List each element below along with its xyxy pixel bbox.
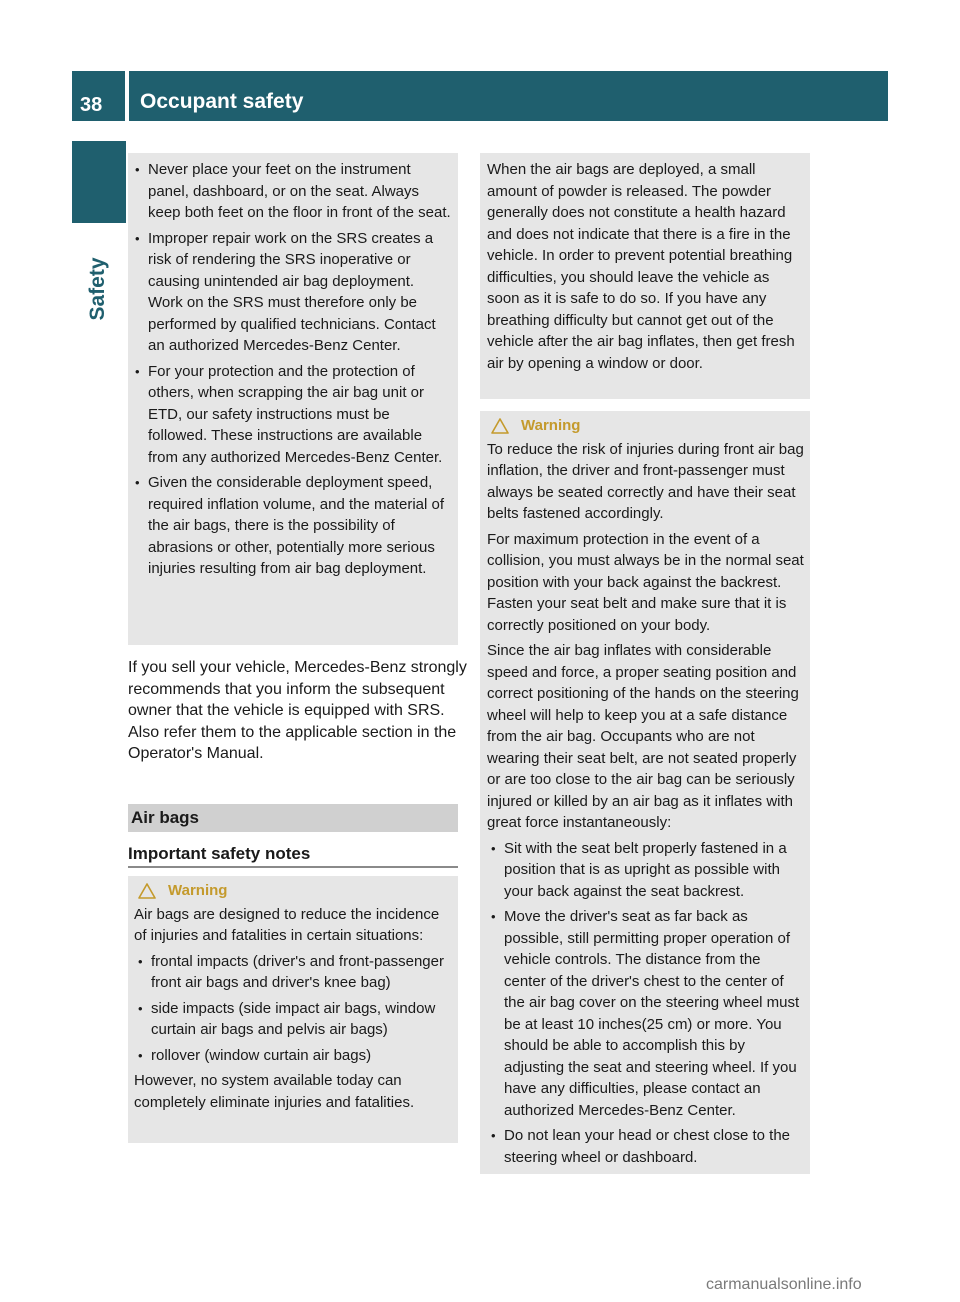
header-separator <box>125 71 129 121</box>
warning-box-left <box>128 876 458 1143</box>
list-item: • rollover (window curtain air bags) <box>134 1045 452 1067</box>
powder-info-box <box>480 153 810 399</box>
section-title: Occupant safety <box>140 90 304 113</box>
important-safety-notes-heading: Important safety notes <box>128 844 311 863</box>
warning-label: Warning <box>521 417 581 434</box>
warning-header <box>487 415 804 437</box>
warning-right-bullets <box>487 838 804 1169</box>
list-item: • Improper repair work on the SRS creates a risk of rendering the SRS inoperative or causing unintended air bag deployment. Work on the SRS must therefore only be performed by qualified technicians. Contact an authorized Mercedes-Benz Center. <box>131 228 452 357</box>
powder-info-text: When the air bags are deployed, a small amount of powder is released. The powder generally does not constitute a health hazard and does not indicate that there is a fire in the vehicle. In order to prevent potential breathing difficulties, you should leave the vehicle as soon as it is safe to do so. If you have any breathing difficulty but cannot get out of the vehicle after the air bag inflates, then get fresh air by opening a window or door. <box>487 161 795 372</box>
warning-box-right <box>480 411 810 1174</box>
warning-paragraph: Since the air bag inflates with considerable speed and force, a proper seating position and correct positioning of the hands on the steering wheel will help to keep you at a safe distance from the air bag. Occupants who are not wearing their seat belt, are not seated properly or are too close to the air bag can be seriously injured or killed by an air bag as it inflates with great force instantaneously: <box>487 642 799 831</box>
warning-triangle-icon <box>138 883 156 899</box>
list-item: • Do not lean your head or chest close to the steering wheel or dashboard. <box>487 1125 804 1168</box>
list-item: • Given the considerable deployment speed, required inflation volume, and the material of the air bags, there is the possibility of abrasions or other, potentially more serious injuries resulting from air bag deployment. <box>131 472 452 580</box>
subheading-rule <box>128 866 458 868</box>
air-bags-heading-band <box>128 804 458 832</box>
warning-triangle-icon <box>491 418 509 434</box>
warning-paragraph: For maximum protection in the event of a collision, you must always be in the normal seat position with your back against the backrest. Fasten your seat belt and make sure that it is correctly positioned on your body. <box>487 530 804 634</box>
list-item: • For your protection and the protection of others, when scrapping the air bag unit or ETD, our safety instructions must be followed. These instructions are available from any authorized Mercedes-Benz Center. <box>131 361 452 469</box>
side-tab <box>78 224 118 354</box>
sell-paragraph: If you sell your vehicle, Mercedes-Benz strongly recommends that you inform the subsequent owner that the vehicle is equipped with SRS. Also refer them to the applicable section in the Operator's Manual. <box>128 659 467 762</box>
list-item: • Move the driver's seat as far back as possible, still permitting proper operation of vehicle controls. The distance from the center of the driver's chest to the center of the air bag cover on the steering wheel must be at least 10 inches(25 cm) or more. You should be able to accomplish this by adjusting the seat and steering wheel. If you have any difficulties, please contact an authorized Mercedes-Benz Center. <box>487 906 804 1121</box>
warning-header <box>134 880 452 902</box>
warning-left-bullets <box>134 951 452 1067</box>
warning-label: Warning <box>168 882 228 899</box>
list-item: • Sit with the seat belt properly fastened in a position that is as upright as possible with your back against the seat backrest. <box>487 838 804 903</box>
side-tab-label: Safety <box>86 257 109 321</box>
warning-paragraph: To reduce the risk of injuries during front air bag inflation, the driver and front-passenger must always be seated correctly and have their seat belts fastened accordingly. <box>487 440 804 522</box>
list-item: • Never place your feet on the instrument panel, dashboard, or on the seat. Always keep both feet on the floor in front of the seat. <box>131 159 452 224</box>
warning-outro: However, no system available today can completely eliminate injuries and fatalities. <box>134 1072 415 1111</box>
left-info-box <box>128 153 458 645</box>
list-item: • side impacts (side impact air bags, window curtain air bags and pelvis air bags) <box>134 998 452 1041</box>
watermark: carmanualsonline.info <box>706 1276 862 1293</box>
air-bags-heading: Air bags <box>131 808 200 827</box>
list-item: • frontal impacts (driver's and front-passenger front air bags and driver's knee bag) <box>134 951 452 994</box>
side-tab-block <box>72 141 126 223</box>
warning-intro: Air bags are designed to reduce the incidence of injuries and fatalities in certain situations: <box>134 905 440 944</box>
page-number: 38 <box>80 94 103 116</box>
left-bullet-list <box>131 159 452 580</box>
